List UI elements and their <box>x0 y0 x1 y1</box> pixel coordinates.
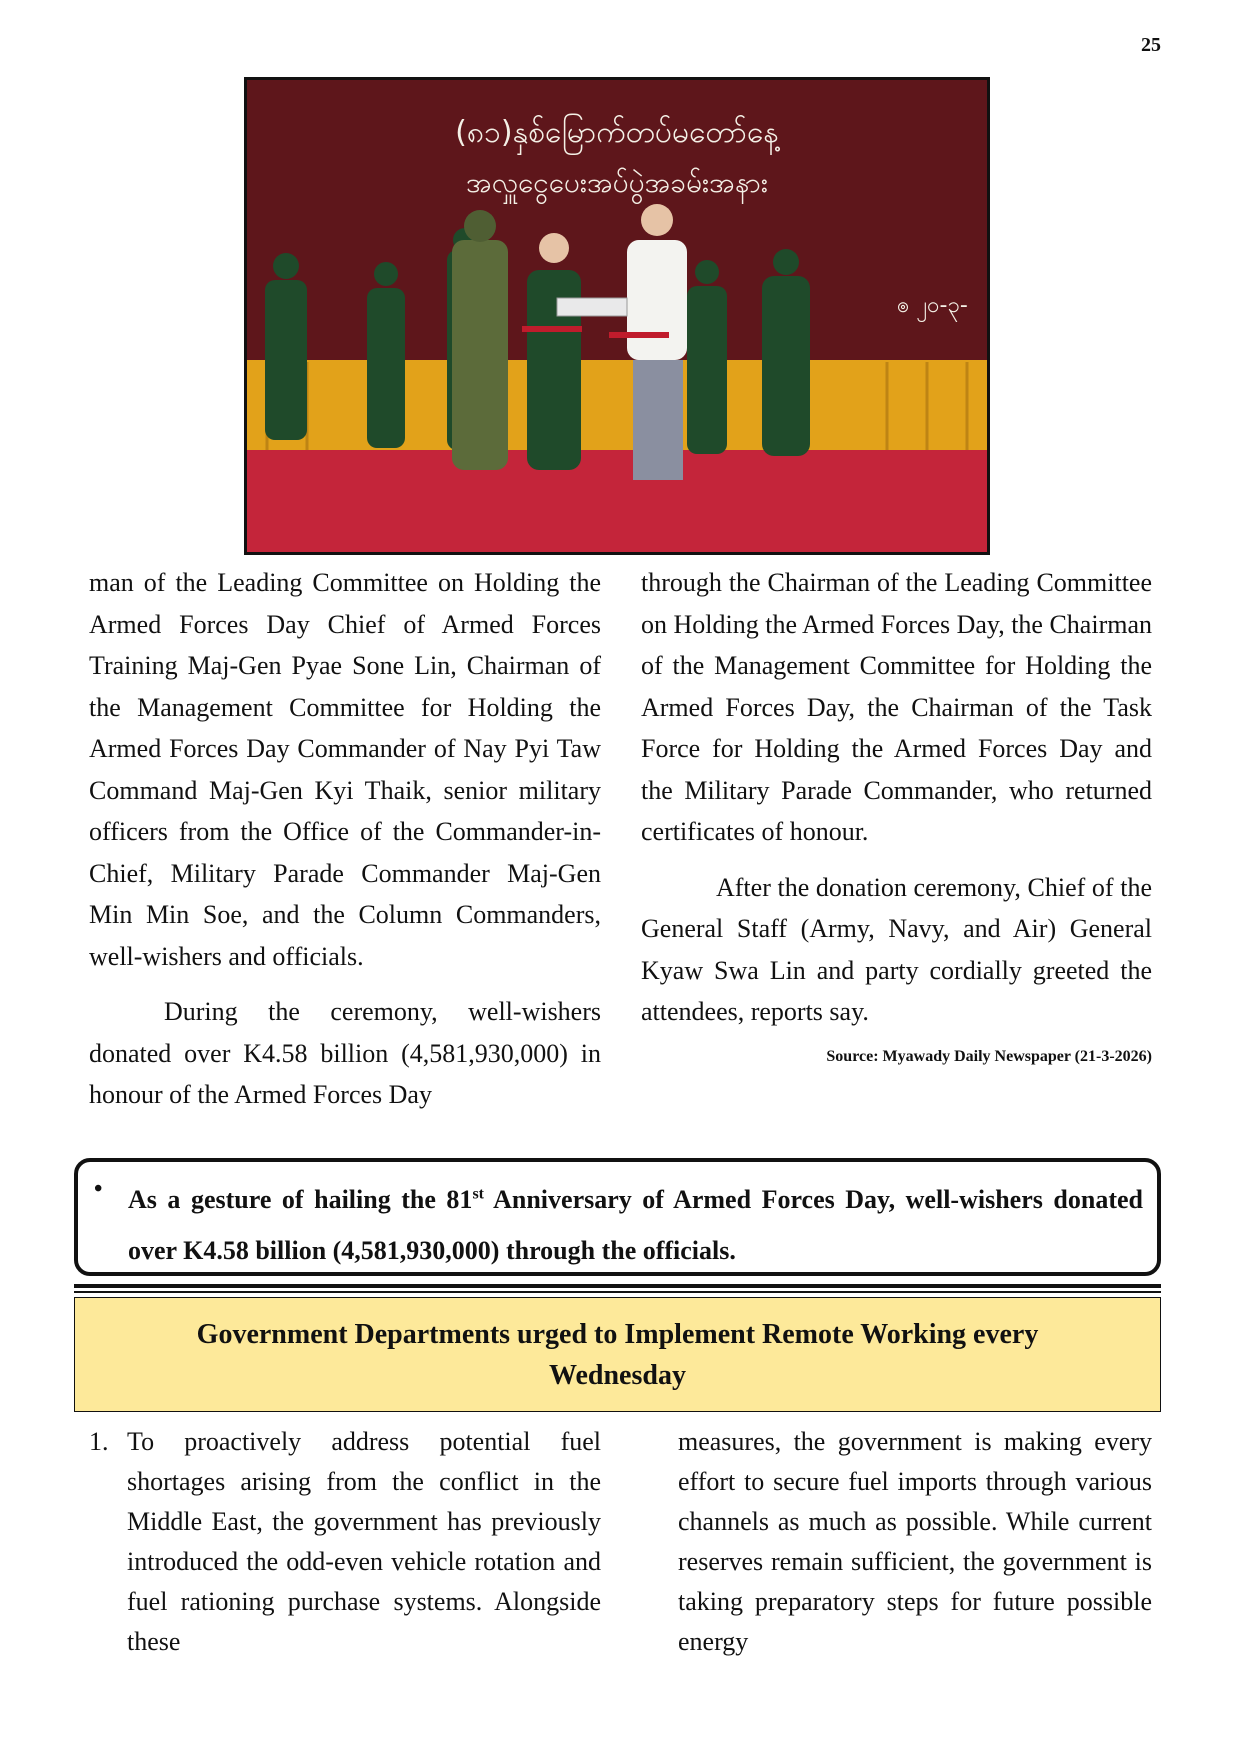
bullet-icon: • <box>94 1176 103 1202</box>
banner-side-text: ၜ ၂၀-၃- <box>897 293 968 318</box>
page-number: 25 <box>1141 34 1161 56</box>
source-credit: Source: Myawady Daily Newspaper (21-3-2026) <box>826 1047 1152 1065</box>
article2-left-text: To proactively address potential fuel shortages arising from the conflict in the Middle East, the government has previously introduced the odd-even vehicle rotation and fuel rationing purchase systems. Alongside these <box>127 1427 601 1656</box>
banner-line-1: (၈၁)နှစ်မြောက်တပ်မတော်နေ့ <box>455 115 779 150</box>
article2-right-text: measures, the government is making every effort to secure fuel imports through various channels as much as possible. While current reserves remain sufficient, the government is taking preparatory steps for future possible energy <box>678 1427 1152 1656</box>
highlight-text <box>128 1174 1143 1276</box>
headline-box <box>74 1297 1161 1412</box>
left-paragraph-2: During the ceremony, well-wishers donated over K4.58 billion (4,581,930,000) in honour of the Armed Forces Day <box>89 997 601 1109</box>
right-paragraph-1: through the Chairman of the Leading Committee on Holding the Armed Forces Day, the Chairman of the Management Committee for Holding the Armed Forces Day, the Chairman of the Task Force for Holding the Armed Forces Day and the Military Parade Commander, who returned certificates of honour. <box>641 568 1152 846</box>
article2-right-column <box>678 1422 1152 1662</box>
left-paragraph-1: man of the Leading Committee on Holding the Armed Forces Day Chief of Armed Forces Training Maj-Gen Pyae Sone Lin, Chairman of the Management Committee for Holding the Armed Forces Day Commander of Nay Pyi Taw Command Maj-Gen Kyi Thaik, senior military officers from the Office of the Commander-in-Chief, Military Parade Commander Maj-Gen Min Min Soe, and the Column Commanders, well-wishers and officials. <box>89 568 601 971</box>
officer-camouflage <box>452 240 508 470</box>
ceremony-photo <box>244 77 990 555</box>
highlight-superscript: st <box>472 1185 484 1203</box>
headline-title: Government Departments urged to Implement Remote Working every Wednesday <box>196 1318 1039 1391</box>
highlight-text-part2: Anniversary of Armed Forces Day, well-wishers donated over K4.58 billion (4,581,930,000) through the officials. <box>128 1185 1143 1265</box>
highlight-box <box>74 1158 1161 1276</box>
left-column <box>89 562 601 1116</box>
section-divider-thick <box>74 1284 1161 1288</box>
banner-line-2: အလှူငွေပေးအပ်ပွဲအခမ်းအနား <box>466 166 768 199</box>
highlight-text-part1: As a gesture of hailing the 81 <box>128 1185 473 1214</box>
section-divider-thin <box>74 1291 1161 1293</box>
list-item-number: 1. <box>89 1427 109 1456</box>
civilian-man <box>627 240 687 360</box>
right-paragraph-2: After the donation ceremony, Chief of the General Staff (Army, Navy, and Air) General Kyaw Swa Lin and party cordially greeted the attendees, reports say. <box>641 872 1152 1026</box>
right-column <box>641 562 1152 1067</box>
article2-left-column <box>127 1422 601 1662</box>
certificate <box>557 298 627 316</box>
ceremony-scene <box>247 80 987 552</box>
